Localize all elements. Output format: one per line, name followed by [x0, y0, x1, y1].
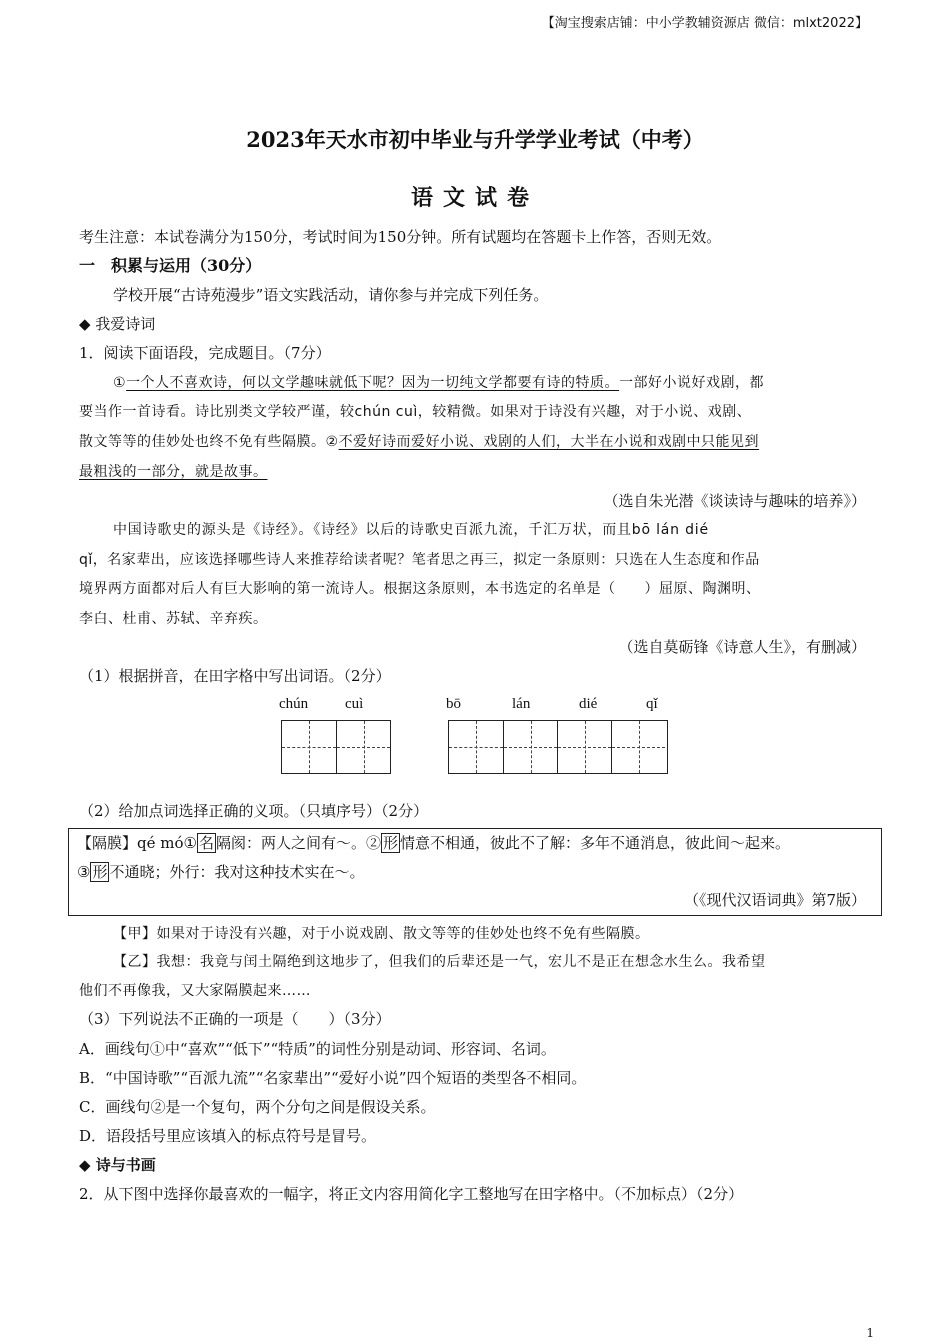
tianzige-cell[interactable] — [449, 721, 503, 773]
tianzige-grid-bolandieqi — [448, 720, 668, 774]
sentence-mark-2: ② — [325, 434, 339, 450]
option-a: A．画线句①中“喜欢”“低下”“特质”的词性分别是动词、形容词、名词。 — [79, 1040, 556, 1058]
option-d: D．语段括号里应该填入的标点符号是冒号。 — [79, 1127, 377, 1145]
example-yi-line1: 【乙】我想：我竟与闰土隔绝到这地步了，但我们的后辈还是一气，宏儿不是正在想念水生么。我希望 — [113, 954, 766, 970]
pinyin-label: cuì — [345, 696, 364, 712]
passage1-line2: 要当作一首诗看。诗比别类文学较严谨，较chún cuì，较精微。如果对于诗没有兴趣，对于小说、戏剧、 — [79, 404, 752, 420]
pinyin-label: dié — [579, 696, 598, 712]
exam-subtitle: 语文试卷 — [410, 185, 539, 211]
pos-tag: 名 — [198, 834, 214, 852]
section1-heading: 一 积累与运用（30分） — [79, 256, 262, 275]
passage2-line3: 境界两方面都对后人有巨大影响的第一流诗人。根据这条原则，本书选定的名单是（ ）屈原、陶渊明、 — [79, 581, 761, 597]
pos-tag: 形 — [382, 834, 398, 852]
dictionary-source: （《现代汉语词典》第7版） — [683, 891, 866, 909]
tianzige-cell[interactable] — [336, 721, 390, 773]
passage2-source: （选自莫砺锋《诗意人生》，有删减） — [618, 638, 866, 656]
dictionary-line2: ③ 形 不通晓；外行：我对这种技术实在～。 — [77, 863, 365, 881]
page-number: 1 — [866, 1326, 874, 1340]
passage2-line4: 李白、杜甫、苏轼、辛弃疾。 — [79, 611, 268, 627]
example-jia: 【甲】如果对于诗没有兴趣，对于小说戏剧、散文等等的佳妙处也终不免有些隔膜。 — [113, 926, 650, 942]
tianzige-cell[interactable] — [503, 721, 557, 773]
q1-stem: 1．阅读下面语段，完成题目。（7分） — [79, 344, 331, 362]
tianzige-cell[interactable] — [611, 721, 665, 773]
option-b: B．“中国诗歌”“百派九流”“名家辈出”“爱好小说”四个短语的类型各不相同。 — [79, 1069, 587, 1087]
dictionary-line1: 【隔膜】qé mó① 名 隔阂：两人之间有～。② 形 情意不相通，彼此不了解：多年不通消息，彼此间～起来。 — [77, 834, 791, 852]
passage1-line3: 散文等等的佳妙处也终不免有些隔膜。②不爱好诗而爱好小说、戏剧的人们，大半在小说和戏剧中只能见到 — [79, 434, 760, 450]
page-header: 【淘宝搜索店铺：中小学教辅资源店 微信：mlxt2022】 — [541, 16, 868, 31]
pinyin-label: qǐ — [646, 696, 658, 712]
example-yi-line2: 他们不再像我，又大家隔膜起来…… — [79, 983, 311, 999]
passage1-source: （选自朱光潜《谈读诗与趣味的培养》） — [603, 492, 866, 510]
underlined-sentence-1: 一个人不喜欢诗，何以文学趣味就低下呢？因为一切纯文学都要有诗的特质。 — [126, 375, 620, 391]
tianzige-grid-chuncui — [281, 720, 391, 774]
pinyin-label: bō — [446, 696, 461, 712]
exam-title: 2023年天水市初中毕业与升学学业考试（中考） — [246, 127, 704, 152]
part1-heading: ◆ 我爱诗词 — [79, 315, 156, 333]
sub-question-2: （2）给加点词选择正确的义项。（只填序号）（2分） — [79, 802, 429, 820]
pos-tag: 形 — [92, 863, 108, 881]
tianzige-cell[interactable] — [557, 721, 611, 773]
passage2-line2: qǐ，名家辈出，应该选择哪些诗人来推荐给读者呢？笔者思之再三，拟定一条原则：只选在人生态度和作品 — [79, 552, 760, 568]
section1-intro: 学校开展“古诗苑漫步”语文实践活动，请你参与并完成下列任务。 — [113, 286, 549, 304]
tianzige-cell[interactable] — [282, 721, 336, 773]
underlined-sentence-2: 不爱好诗而爱好小说、戏剧的人们，大半在小说和戏剧中只能见到 — [338, 434, 760, 450]
passage2-line1: 中国诗歌史的源头是《诗经》。《诗经》以后的诗歌史百派九流，千汇万状，而且bō lán dié — [113, 522, 709, 538]
sub-question-1: （1）根据拼音，在田字格中写出词语。（2分） — [79, 667, 391, 685]
q2-stem: 2．从下图中选择你最喜欢的一幅字，将正文内容用简化字工整地写在田字格中。（不加标点）（2分） — [79, 1185, 744, 1203]
option-c: C．画线句②是一个复句，两个分句之间是假设关系。 — [79, 1098, 436, 1116]
passage1-line1: ①一个人不喜欢诗，何以文学趣味就低下呢？因为一切纯文学都要有诗的特质。一部好小说好戏剧，都 — [113, 375, 765, 391]
passage1-line4: 最粗浅的一部分，就是故事。 — [79, 464, 268, 480]
pinyin-label: chún — [279, 696, 309, 712]
sentence-mark-1: ① — [113, 375, 127, 391]
part2-heading: ◆ 诗与书画 — [79, 1156, 156, 1174]
exam-notice: 考生注意：本试卷满分为150分，考试时间为150分钟。所有试题均在答题卡上作答，否则无效。 — [79, 228, 722, 246]
sub-question-3: （3）下列说法不正确的一项是（ ）（3分） — [79, 1010, 391, 1028]
pinyin-label: lán — [512, 696, 531, 712]
